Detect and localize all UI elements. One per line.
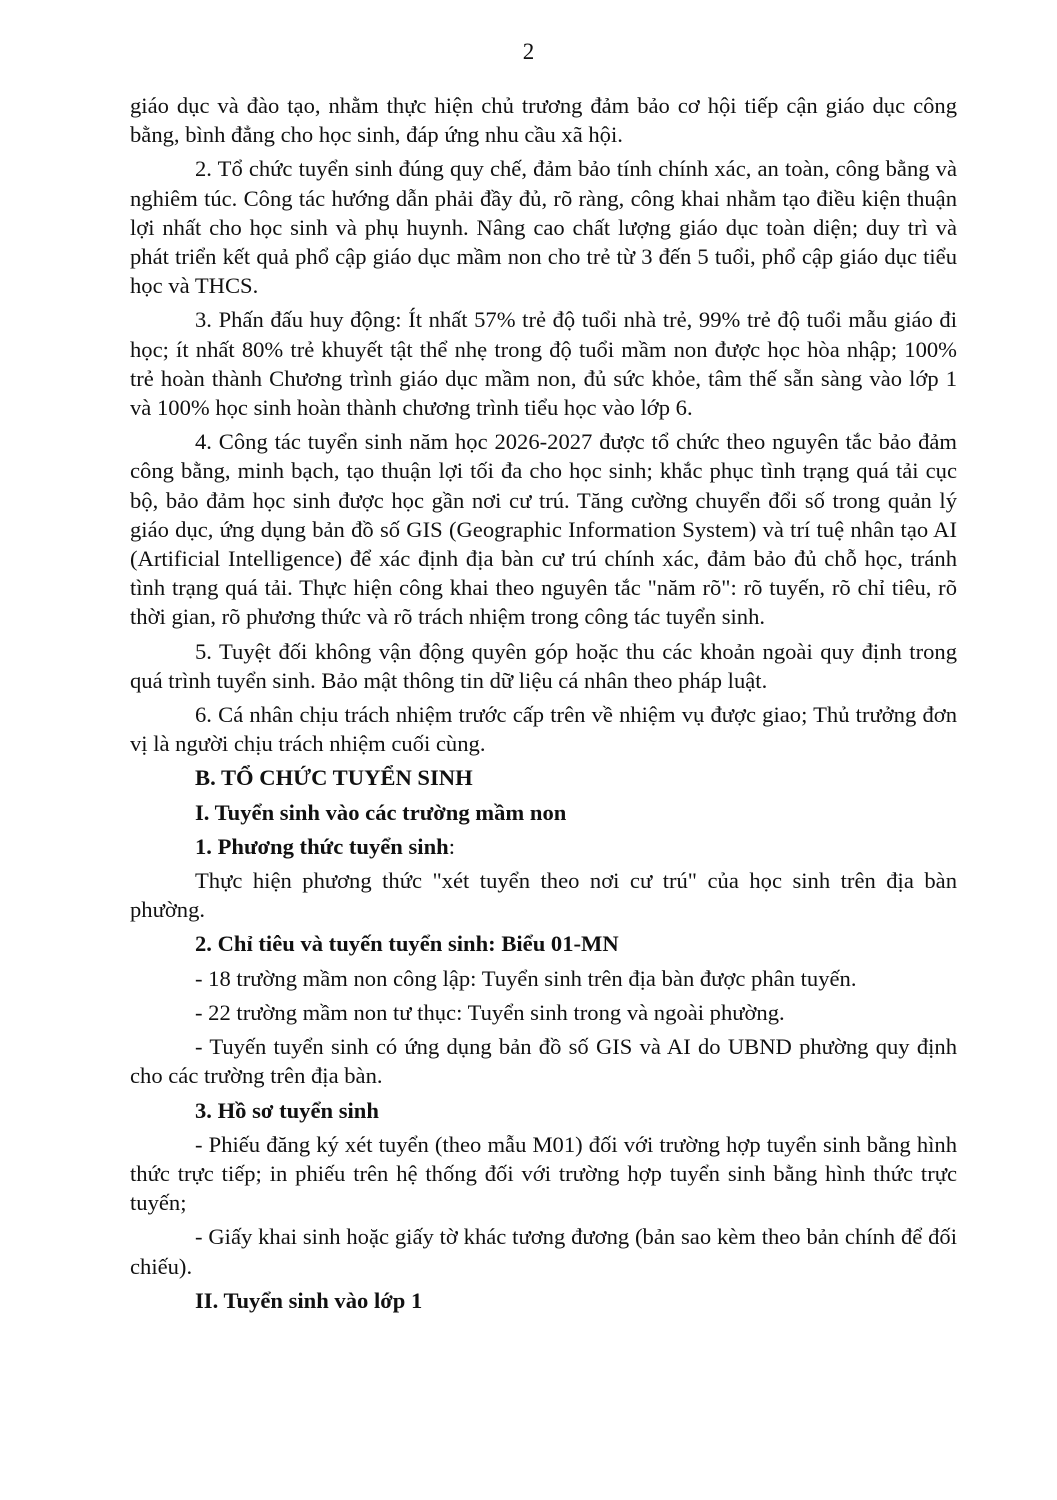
principle-item-5: 5. Tuyệt đối không vận động quyên góp hoặc thu các khoản ngoài quy định trong quá trình tuyển sinh. Bảo mật thông tin dữ liệu cá nhân theo pháp luật.	[130, 638, 957, 693]
document-body	[130, 91, 957, 1320]
sub-2-item: - Tuyến tuyển sinh có ứng dụng bản đồ số GIS và AI do UBND phường quy định cho các trường trên địa bàn.	[130, 1034, 957, 1089]
sub-3-item: - Giấy khai sinh hoặc giấy tờ khác tương đương (bản sao kèm theo bản chính để đối chiếu).	[130, 1224, 957, 1279]
intro-continuation-paragraph: giáo dục và đào tạo, nhằm thực hiện chủ trương đảm bảo cơ hội tiếp cận giáo dục công bằng, bình đẳng cho học sinh, đáp ứng nhu cầu xã hội.	[130, 93, 957, 148]
sub-2-item: - 18 trường mầm non công lập: Tuyển sinh trên địa bàn được phân tuyến.	[195, 965, 857, 991]
part-1-heading: I. Tuyển sinh vào các trường mầm non	[195, 799, 567, 825]
principle-item-4: 4. Công tác tuyển sinh năm học 2026-2027 được tổ chức theo nguyên tắc bảo đảm công bằng, minh bạch, tạo thuận lợi tối đa cho học sinh; khắc phục tình trạng quá tải cục bộ, bảo đảm học sinh được học gần nơi cư trú. Tăng cường chuyển đổi số trong quản lý giáo dục, ứng dụng bản đồ số GIS (Geographic Information System) và trí tuệ nhân tạo AI (Artificial Intelligence) để xác định địa bàn cư trú chính xác, đảm bảo đủ chỗ học, tránh tình trạng quá tải. Thực hiện công khai theo nguyên tắc "năm rõ": rõ tuyến, rõ chỉ tiêu, rõ thời gian, rõ phương thức và rõ trách nhiệm trong công tác tuyển sinh.	[130, 429, 957, 630]
sub-1-heading-text: 1. Phương thức tuyển sinh	[195, 833, 449, 859]
sub-3-item: - Phiếu đăng ký xét tuyển (theo mẫu M01) đối với trường hợp tuyển sinh bằng hình thức trực tiếp; in phiếu trên hệ thống đối với trường hợp tuyển sinh bằng hình thức trực tuyến;	[130, 1131, 957, 1216]
page-number: 2	[522, 39, 535, 64]
principle-item-2: 2. Tổ chức tuyển sinh đúng quy chế, đảm bảo tính chính xác, an toàn, công bằng và nghiêm túc. Công tác hướng dẫn phải đầy đủ, rõ ràng, công khai nhằm tạo điều kiện thuận lợi nhất cho học sinh và phụ huynh. Nâng cao chất lượng giáo dục toàn diện; duy trì và phát triển kết quả phổ cập giáo dục mầm non cho trẻ từ 3 đến 5 tuổi, phổ cập giáo dục tiểu học và THCS.	[130, 156, 957, 299]
part-2-heading: II. Tuyển sinh vào lớp 1	[195, 1287, 423, 1313]
principle-item-3: 3. Phấn đấu huy động: Ít nhất 57% trẻ độ tuổi nhà trẻ, 99% trẻ độ tuổi mẫu giáo đi học; ít nhất 80% trẻ khuyết tật thể nhẹ trong độ tuổi mầm non được học hòa nhập; 100% trẻ hoàn thành Chương trình giáo dục mầm non, đủ sức khỏe, tâm thế sẵn sàng vào lớp 1 và 100% học sinh hoàn thành chương trình tiểu học vào lớp 6.	[130, 307, 957, 421]
sub-2-item: - 22 trường mầm non tư thục: Tuyển sinh trong và ngoài phường.	[195, 999, 785, 1025]
sub-3-heading: 3. Hồ sơ tuyển sinh	[195, 1097, 379, 1123]
sub-2-heading: 2. Chỉ tiêu và tuyến tuyển sinh: Biểu 01-MN	[195, 931, 619, 957]
sub-1-heading	[130, 832, 957, 861]
sub-1-heading-colon: :	[448, 833, 455, 859]
principle-item-6: 6. Cá nhân chịu trách nhiệm trước cấp trên về nhiệm vụ được giao; Thủ trưởng đơn vị là người chịu trách nhiệm cuối cùng.	[130, 702, 957, 757]
section-b-heading: B. TỔ CHỨC TUYỂN SINH	[195, 765, 473, 791]
sub-1-text: Thực hiện phương thức "xét tuyển theo nơi cư trú" của học sinh trên địa bàn phường.	[130, 868, 957, 923]
